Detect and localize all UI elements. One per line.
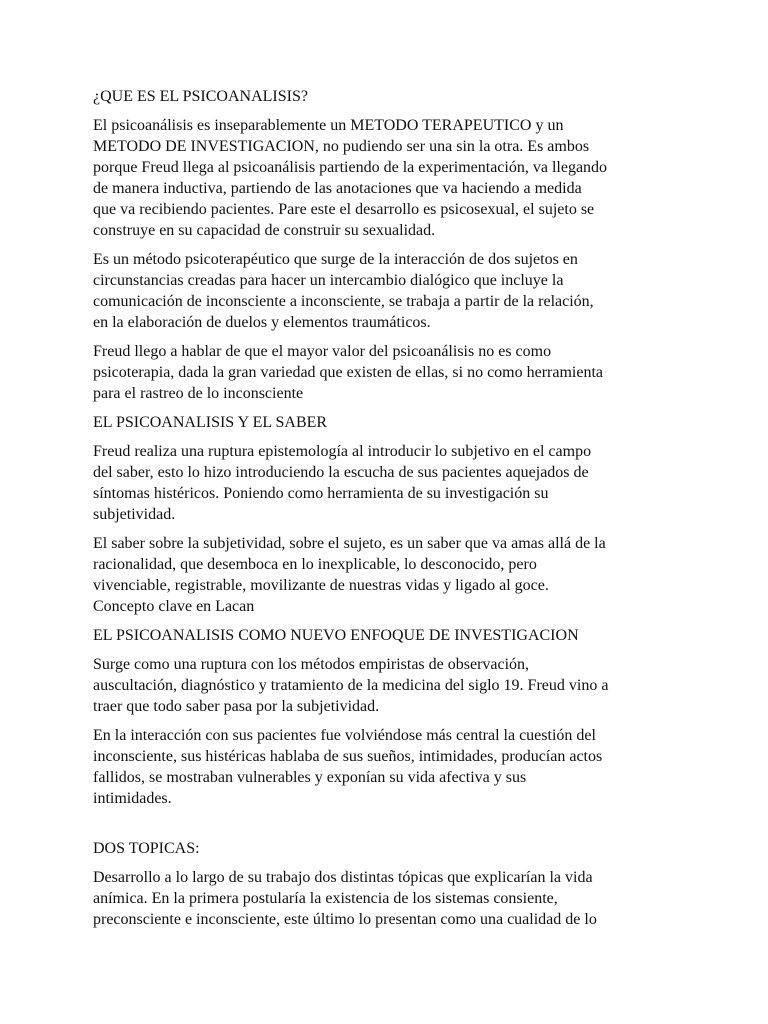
text-line: preconsciente e inconsciente, este último lo presentan como una cualidad de lo — [93, 911, 597, 928]
text-line: inconsciente, sus histéricas hablaba de sus sueños, intimidades, producían actos — [93, 748, 603, 765]
text-line: comunicación de inconsciente a inconsciente, se trabaja a partir de la relación, — [93, 293, 594, 310]
text-line: que va recibiendo pacientes. Pare este el desarrollo es psicosexual, el sujeto se — [93, 201, 595, 218]
section — [93, 412, 693, 617]
section-heading: EL PSICOANALISIS COMO NUEVO ENFOQUE DE INVESTIGACION — [93, 627, 579, 644]
section — [93, 625, 693, 809]
section-heading: DOS TOPICAS: — [93, 840, 200, 857]
text-line: Freud llego a hablar de que el mayor valor del psicoanálisis no es como — [93, 343, 552, 360]
text-line: construye en su capacidad de construir su sexualidad. — [93, 222, 436, 239]
document-page — [93, 86, 693, 938]
text-line: circunstancias creadas para hacer un intercambio dialógico que incluye la — [93, 272, 564, 289]
text-line: El psicoanálisis es inseparablemente un METODO TERAPEUTICO y un — [93, 117, 564, 134]
text-line: METODO DE INVESTIGACION, no pudiendo ser una sin la otra. Es ambos — [93, 138, 590, 155]
blank-line — [93, 817, 693, 838]
text-line: El saber sobre la subjetividad, sobre el sujeto, es un saber que va amas allá de la — [93, 535, 606, 552]
text-line: Es un método psicoterapéutico que surge de la interacción de dos sujetos en — [93, 251, 578, 268]
paragraph — [93, 725, 693, 809]
text-line: racionalidad, que desemboca en lo inexplicable, lo desconocido, pero — [93, 556, 537, 573]
text-line: Desarrollo a lo largo de su trabajo dos distintas tópicas que explicarían la vida — [93, 869, 593, 886]
paragraph — [93, 867, 693, 930]
text-line: subjetividad. — [93, 506, 176, 523]
text-line: para el rastreo de lo inconsciente — [93, 385, 304, 402]
paragraph — [93, 441, 693, 525]
text-line: vivenciable, registrable, movilizante de nuestras vidas y ligado al goce. — [93, 577, 549, 594]
section — [93, 86, 693, 404]
text-line: intimidades. — [93, 790, 172, 807]
paragraph — [93, 533, 693, 617]
text-line: síntomas histéricos. Poniendo como herramienta de su investigación su — [93, 485, 549, 502]
paragraph — [93, 249, 693, 333]
section-heading: ¿QUE ES EL PSICOANALISIS? — [93, 88, 308, 105]
section-heading: EL PSICOANALISIS Y EL SABER — [93, 414, 328, 431]
paragraph — [93, 654, 693, 717]
text-line: de manera inductiva, partiendo de las anotaciones que va haciendo a medida — [93, 180, 582, 197]
text-line: psicoterapia, dada la gran variedad que existen de ellas, si no como herramienta — [93, 364, 604, 381]
text-line: en la elaboración de duelos y elementos traumáticos. — [93, 314, 431, 331]
text-line: Concepto clave en Lacan — [93, 598, 255, 615]
text-line: anímica. En la primera postularía la existencia de los sistemas consiente, — [93, 890, 558, 907]
text-line: fallidos, se mostraban vulnerables y exponían su vida afectiva y sus — [93, 769, 527, 786]
text-line: En la interacción con sus pacientes fue volviéndose más central la cuestión del — [93, 727, 596, 744]
text-line: auscultación, diagnóstico y tratamiento de la medicina del siglo 19. Freud vino a — [93, 677, 609, 694]
text-line: traer que todo saber pasa por la subjetividad. — [93, 698, 380, 715]
text-line: del saber, esto lo hizo introduciendo la escucha de sus pacientes aquejados de — [93, 464, 589, 481]
text-line: porque Freud llega al psicoanálisis partiendo de la experimentación, va llegando — [93, 159, 608, 176]
text-line: Freud realiza una ruptura epistemología al introducir lo subjetivo en el campo — [93, 443, 592, 460]
paragraph — [93, 115, 693, 241]
text-line: Surge como una ruptura con los métodos empiristas de observación, — [93, 656, 530, 673]
paragraph — [93, 341, 693, 404]
section — [93, 817, 693, 930]
